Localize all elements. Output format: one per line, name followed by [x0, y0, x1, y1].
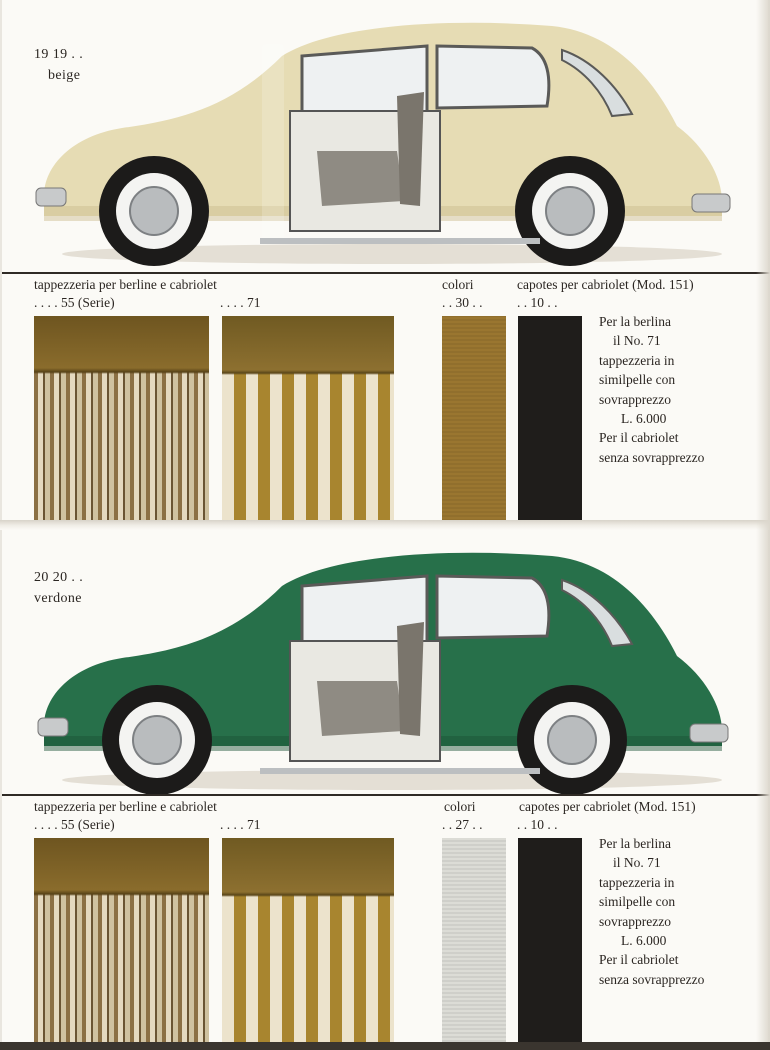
color-name: beige [48, 68, 81, 83]
note-line: Per il cabriolet [599, 952, 679, 968]
trim-b-code: . . . . 71 [220, 817, 261, 832]
car-illustration-verdone [32, 540, 742, 800]
note-line: il No. 71 [613, 855, 661, 871]
page-bottom-edge [0, 1042, 770, 1050]
note-line: Per la berlina [599, 836, 671, 851]
colors-code: . . 30 . . [442, 295, 483, 310]
note-line: Per il cabriolet [599, 430, 679, 446]
color-name: verdone [34, 591, 82, 606]
price-note [599, 834, 704, 989]
soft-top-header: capotes per cabriolet (Mod. 151) [519, 799, 696, 814]
color-code: 20 20 . . [34, 570, 84, 585]
upholstery-swatch-55 [34, 316, 209, 521]
soft-top-code: . . 10 . . [517, 295, 558, 310]
upholstery-swatch-71 [222, 316, 394, 521]
soft-top-swatch [518, 838, 582, 1042]
car-illustration-beige [32, 16, 742, 276]
paint-color-swatch [442, 838, 506, 1042]
color-section-beige [2, 0, 770, 520]
note-line: il No. 71 [613, 333, 661, 349]
soft-top-header: capotes per cabriolet (Mod. 151) [517, 277, 694, 292]
trim-header: tappezzeria per berline e cabriolet [34, 277, 217, 292]
note-line: senza sovrapprezzo [599, 449, 705, 465]
note-line: sovrapprezzo [599, 391, 671, 407]
colors-header: colori [444, 799, 476, 814]
note-line: Per la berlina [599, 314, 671, 329]
trim-a-code: . . . . 55 (Serie) [34, 295, 115, 310]
upholstery-swatch-55 [34, 838, 209, 1042]
note-line: similpelle con [599, 894, 676, 910]
paint-color-swatch [442, 316, 506, 521]
upholstery-swatch-71 [222, 838, 394, 1042]
soft-top-code: . . 10 . . [517, 817, 558, 832]
note-line: tappezzeria in [599, 874, 675, 890]
note-line: similpelle con [599, 372, 676, 388]
soft-top-swatch [518, 316, 582, 521]
divider-rule [2, 272, 770, 274]
note-line: sovrapprezzo [599, 913, 671, 929]
trim-b-code: . . . . 71 [220, 295, 261, 310]
note-line: senza sovrapprezzo [599, 971, 705, 987]
trim-a-code: . . . . 55 (Serie) [34, 817, 115, 832]
colors-code: . . 27 . . [442, 817, 483, 832]
note-line: L. 6.000 [621, 933, 667, 949]
page-fold [0, 520, 770, 530]
divider-rule [2, 794, 770, 796]
color-section-verdone [2, 530, 770, 1042]
price-note [599, 312, 704, 467]
page-edge [756, 0, 770, 1050]
colors-header: colori [442, 277, 474, 292]
note-line: tappezzeria in [599, 352, 675, 368]
note-line: L. 6.000 [621, 411, 667, 427]
color-code: 19 19 . . [34, 47, 84, 62]
trim-header: tappezzeria per berline e cabriolet [34, 799, 217, 814]
